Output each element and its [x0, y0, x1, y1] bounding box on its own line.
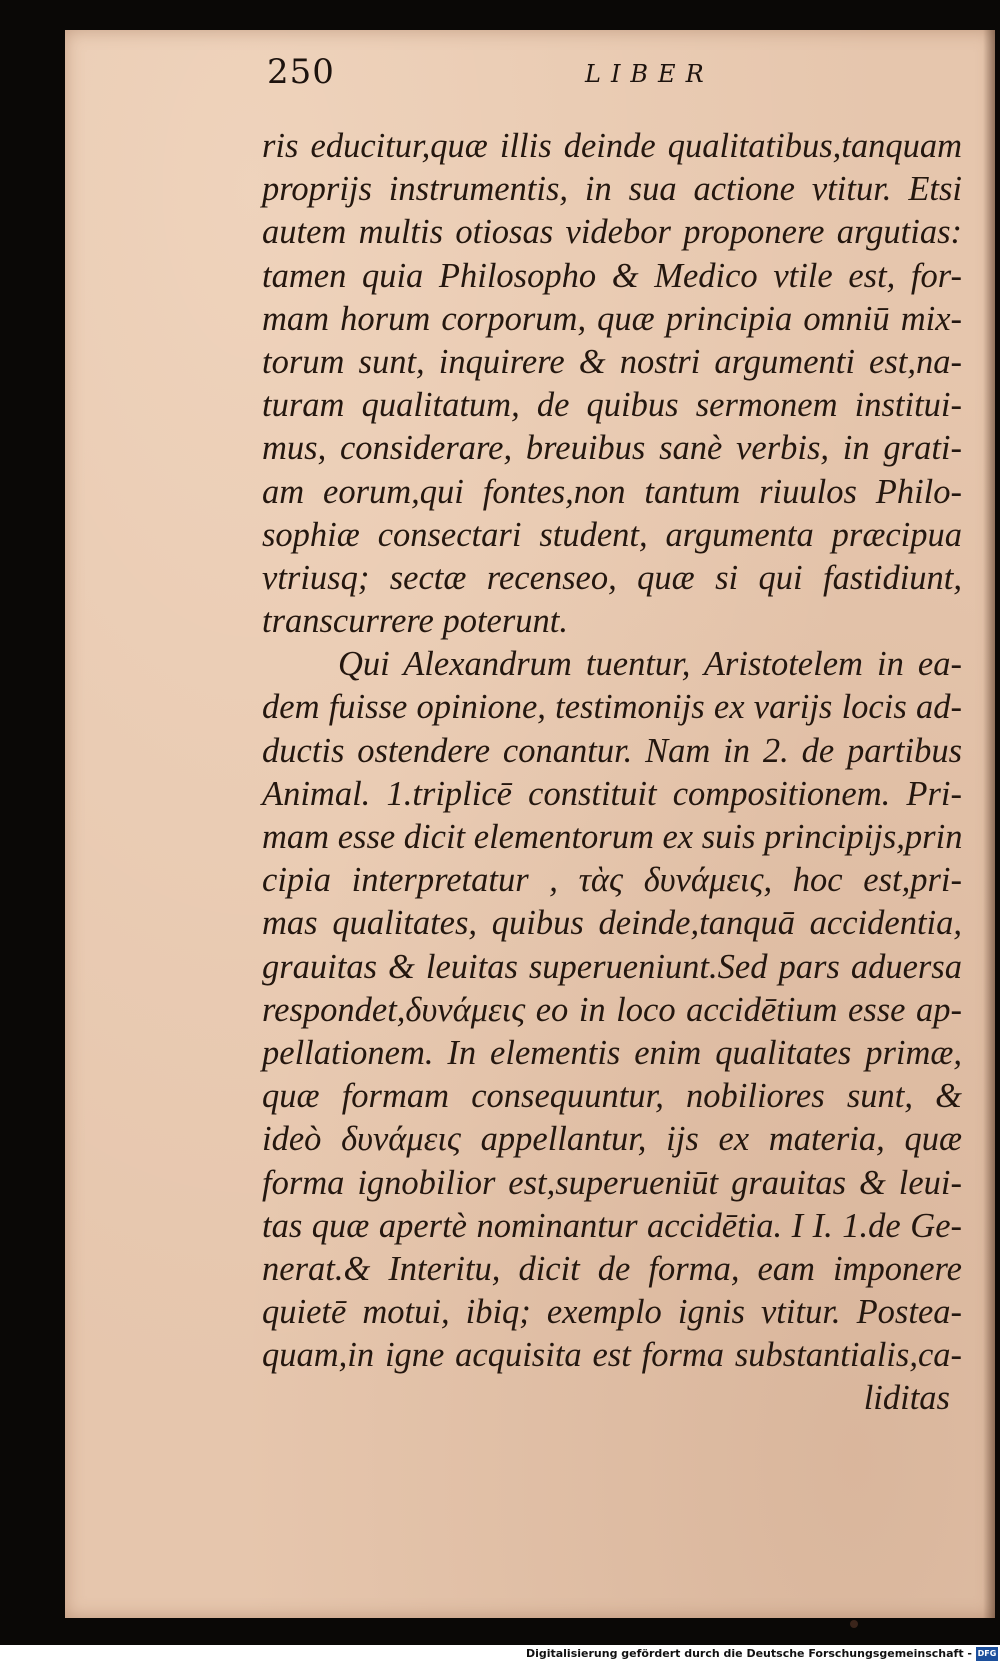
dfg-logo-icon: DFG: [976, 1647, 998, 1661]
text-line: respondet,δυνάμεις eo in loco accidētium esse ap-: [262, 990, 962, 1029]
text-line: grauitas & leuitas superueniunt.Sed pars aduersa: [262, 947, 962, 986]
text-line: ductis ostendere conantur. Nam in 2. de partibus: [262, 731, 962, 770]
text-line: autem multis otiosas videbor proponere argutias:: [262, 213, 962, 252]
text-line: Animal. 1.triplicē constituit compositionem. Pri-: [262, 774, 962, 813]
text-line: am eorum,qui fontes,non tantum riuulos Philo-: [262, 472, 962, 511]
text-line: cipia interpretatur , τὰς δυνάμεις, hoc est,pri-: [262, 861, 962, 900]
text-line: pellationem. In elementis enim qualitates primæ,: [262, 1033, 962, 1072]
text-line: proprijs instrumentis, in sua actione vtitur. Etsi: [262, 170, 962, 209]
text-line: turam qualitatum, de quibus sermonem institui-: [262, 386, 962, 425]
ink-speck: [850, 1620, 858, 1628]
text-line: tas quæ apertè nominantur accidētia. I I. 1.de Ge-: [262, 1206, 962, 1245]
text-line: mam esse dicit elementorum ex suis principijs,prin: [262, 818, 963, 856]
text-line: tamen quia Philosopho & Medico vtile est, for-: [262, 256, 962, 295]
text-line: dem fuisse opinione, testimonijs ex varijs locis ad-: [262, 688, 962, 727]
text-line: torum sunt, inquirere & nostri argumenti est,na-: [262, 342, 962, 381]
text-line: transcurrere poterunt.: [262, 602, 569, 641]
text-line: sophiæ consectari student, argumenta præcipua: [262, 515, 962, 554]
running-head: LIBER: [585, 60, 714, 88]
page-number: 250: [267, 52, 335, 92]
text-line: mus, considerare, breuibus sanè verbis, in grati-: [262, 429, 962, 468]
text-line: quietē motui, ibiq; exemplo ignis vtitur. Postea-: [262, 1293, 962, 1332]
text-line: mas qualitates, quibus deinde,tanquā accidentia,: [262, 904, 962, 943]
catchword: liditas: [863, 1379, 950, 1418]
text-line: nerat.& Interitu, dicit de forma, eam imponere: [262, 1249, 962, 1288]
text-line-paragraph-start: Qui Alexandrum tuentur, Aristotelem in ea-: [338, 645, 962, 684]
book-page: [65, 30, 995, 1618]
text-line: ideò δυνάμεις appellantur, ijs ex materia, quæ: [262, 1120, 962, 1159]
text-line: quæ formam consequuntur, nobiliores sunt, &: [262, 1077, 962, 1116]
digitization-footer: [0, 1645, 1000, 1665]
body-text: [262, 125, 962, 1421]
text-line: vtriusq; sectæ recenseo, quæ si qui fastidiunt,: [262, 558, 962, 597]
funding-credit: Digitalisierung gefördert durch die Deutsche Forschungsgemeinschaft -: [525, 1647, 972, 1660]
page-header: [267, 52, 867, 102]
text-line: mam horum corporum, quæ principia omniū mix-: [262, 299, 962, 338]
text-line: ris educitur,quæ illis deinde qualitatibus,tanquam: [262, 127, 962, 165]
page-edge-shadow: [983, 30, 995, 1618]
text-line: quam,in igne acquisita est forma substantialis,ca-: [262, 1336, 962, 1375]
text-line: forma ignobilior est,superueniūt grauitas & leui-: [262, 1163, 962, 1202]
